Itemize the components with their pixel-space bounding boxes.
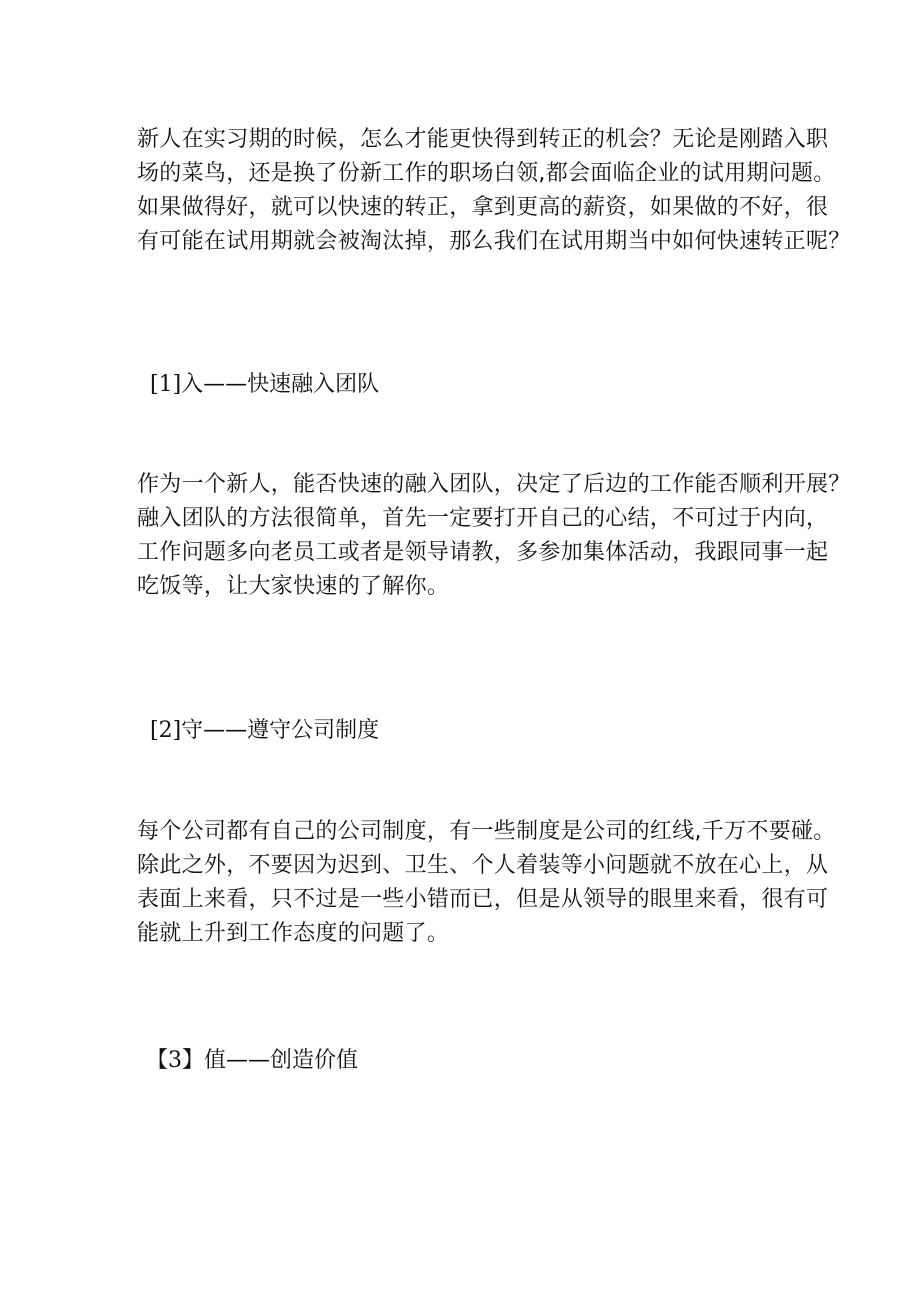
intro-line: 如果做得好，就可以快速的转正，拿到更高的薪资，如果做的不好，很: [137, 195, 829, 220]
section-2-line: 能就上升到工作态度的问题了。: [137, 921, 450, 946]
section-1-line: 作为一个新人，能否快速的融入团队，决定了后边的工作能否顺利开展？: [137, 472, 851, 497]
section-2-paragraph: [137, 815, 857, 951]
section-2-title: 守——遵守公司制度: [181, 718, 380, 743]
section-2-line: 表面上来看，只不过是一些小错而已，但是从领导的眼里来看，很有可: [137, 887, 829, 912]
section-1-number: [1]: [150, 372, 182, 397]
section-3-heading: [146, 1044, 358, 1078]
section-2-number: [2]: [150, 718, 182, 743]
section-2-heading: [150, 714, 379, 748]
intro-line: 有可能在试用期就会被淘汰掉，那么我们在试用期当中如何快速转正呢？: [137, 229, 851, 254]
section-2-line: 每个公司都有自己的公司制度，有一些制度是公司的红线,千万不要碰。: [137, 819, 836, 844]
section-1-paragraph: [137, 468, 857, 604]
section-1-heading: [150, 368, 379, 402]
intro-line: 场的菜鸟，还是换了份新工作的职场白领,都会面临企业的试用期问题。: [137, 161, 836, 186]
section-2-line: 除此之外，不要因为迟到、卫生、个人着装等小问题就不放在心上，从: [137, 853, 829, 878]
section-3-number: 【3】: [146, 1048, 204, 1073]
section-1-title: 入——快速融入团队: [181, 372, 380, 397]
intro-paragraph: [137, 123, 857, 259]
section-1-line: 工作问题多向老员工或者是领导请教，多参加集体活动，我跟同事一起: [137, 540, 829, 565]
intro-line: 新人在实习期的时候，怎么才能更快得到转正的机会？无论是刚踏入职: [137, 127, 829, 152]
section-3-title: 值——创造价值: [204, 1048, 359, 1073]
section-1-line: 吃饭等，让大家快速的了解你。: [137, 574, 450, 599]
section-1-line: 融入团队的方法很简单，首先一定要打开自己的心结，不可过于内向，: [137, 506, 829, 531]
